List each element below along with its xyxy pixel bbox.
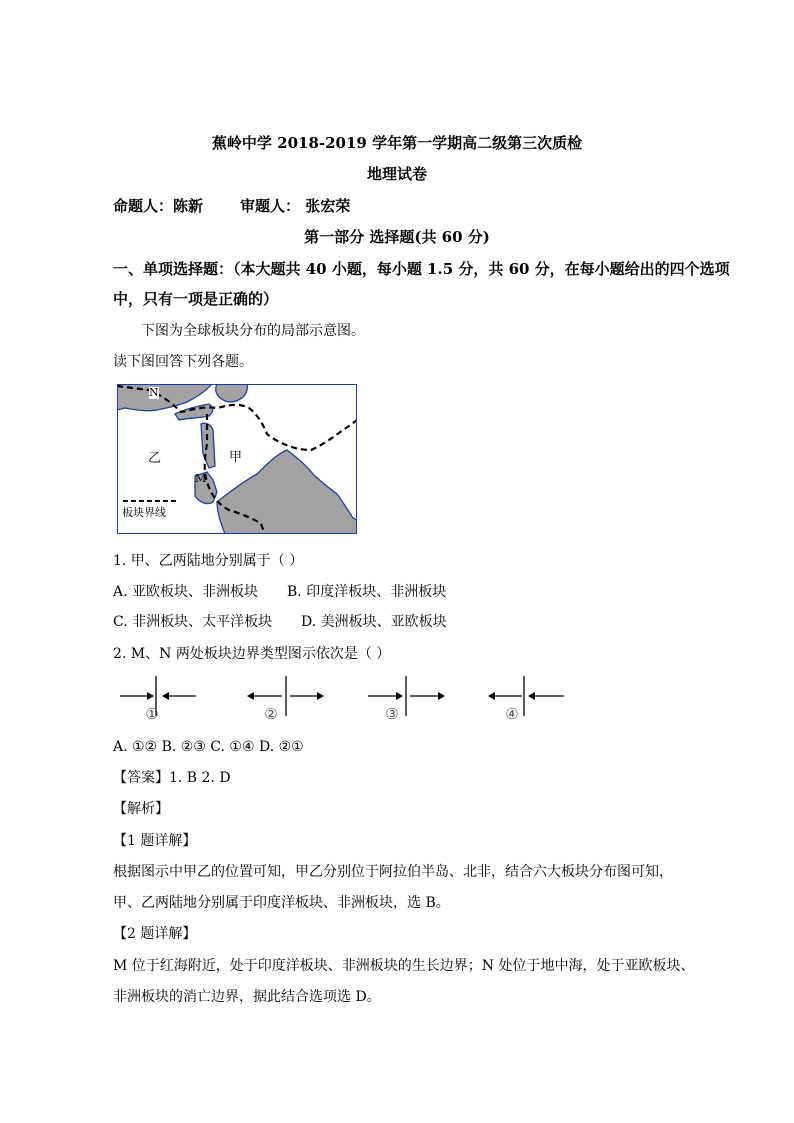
map-label-yi: 乙 <box>148 451 162 466</box>
q1-detail-line1: 根据图示中甲乙的位置可知，甲乙分别位于阿拉伯半岛、北非，结合六大板块分布图可知， <box>113 864 673 880</box>
diagram-label-2: ② <box>264 705 278 723</box>
q2-detail-line1: M 位于红海附近，处于印度洋板块、非洲板块的生长边界；N 处位于地中海，处于亚欧板块、 <box>113 958 695 974</box>
diagram-label-1: ① <box>145 705 159 723</box>
part-title: 第一部分 选择题(共 60 分) <box>304 228 490 246</box>
exam-title: 蕉岭中学 2018-2019 学年第一学期高二级第三次质检 <box>211 134 583 152</box>
q2-detail-heading: 【2 题详解】 <box>113 926 197 942</box>
reviewer-label: 审题人： 张宏荣 <box>240 197 351 215</box>
q1-option-d: D. 美洲板块、亚欧板块 <box>301 614 447 630</box>
section-heading-line2: 中，只有一项是正确的） <box>113 290 279 308</box>
q1-option-b: B. 印度洋板块、非洲板块 <box>287 584 447 600</box>
instruction-text: 读下图回答下列各题。 <box>113 354 253 370</box>
map-legend-label: 板块界线 <box>122 506 166 519</box>
boundary-diagram-1 <box>118 676 198 724</box>
exam-subtitle: 地理试卷 <box>366 165 427 183</box>
diagram-label-3: ③ <box>385 705 399 723</box>
q1-stem: 1. 甲、乙两陆地分别属于（ ） <box>113 553 304 569</box>
section-heading-line1: 一、单项选择题：（本大题共 40 小题，每小题 1.5 分，共 60 分，在每小题给出的四个选项 <box>113 260 730 278</box>
plate-map-figure <box>117 384 357 534</box>
q1-detail-heading: 【1 题详解】 <box>113 833 197 849</box>
map-label-n: N <box>149 386 159 399</box>
q1-option-c: C. 非洲板块、太平洋板块 <box>113 614 273 630</box>
boundary-diagram-2 <box>244 676 324 724</box>
map-label-jia: 甲 <box>229 450 243 465</box>
q2-detail-line2: 非洲板块的消亡边界，据此结合选项选 D。 <box>113 989 381 1005</box>
answer-label: 【答案】1. B 2. D <box>113 770 231 786</box>
q2-options: A. ①② B. ②③ C. ①④ D. ②① <box>113 739 304 755</box>
map-label-m: M <box>195 472 207 485</box>
q1-option-a: A. 亚欧板块、非洲板块 <box>113 584 259 600</box>
boundary-diagram-4 <box>486 676 566 724</box>
diagram-label-4: ④ <box>505 705 519 723</box>
author-label: 命题人：陈新 <box>113 197 204 215</box>
q1-detail-line2: 甲、乙两陆地分别属于印度洋板块、非洲板块，选 B。 <box>113 895 450 911</box>
analysis-label: 【解析】 <box>113 801 169 817</box>
q2-stem: 2. M、N 两处板块边界类型图示依次是（ ） <box>113 646 391 662</box>
intro-text: 下图为全球板块分布的局部示意图。 <box>141 323 365 339</box>
boundary-diagram-3 <box>366 676 446 724</box>
